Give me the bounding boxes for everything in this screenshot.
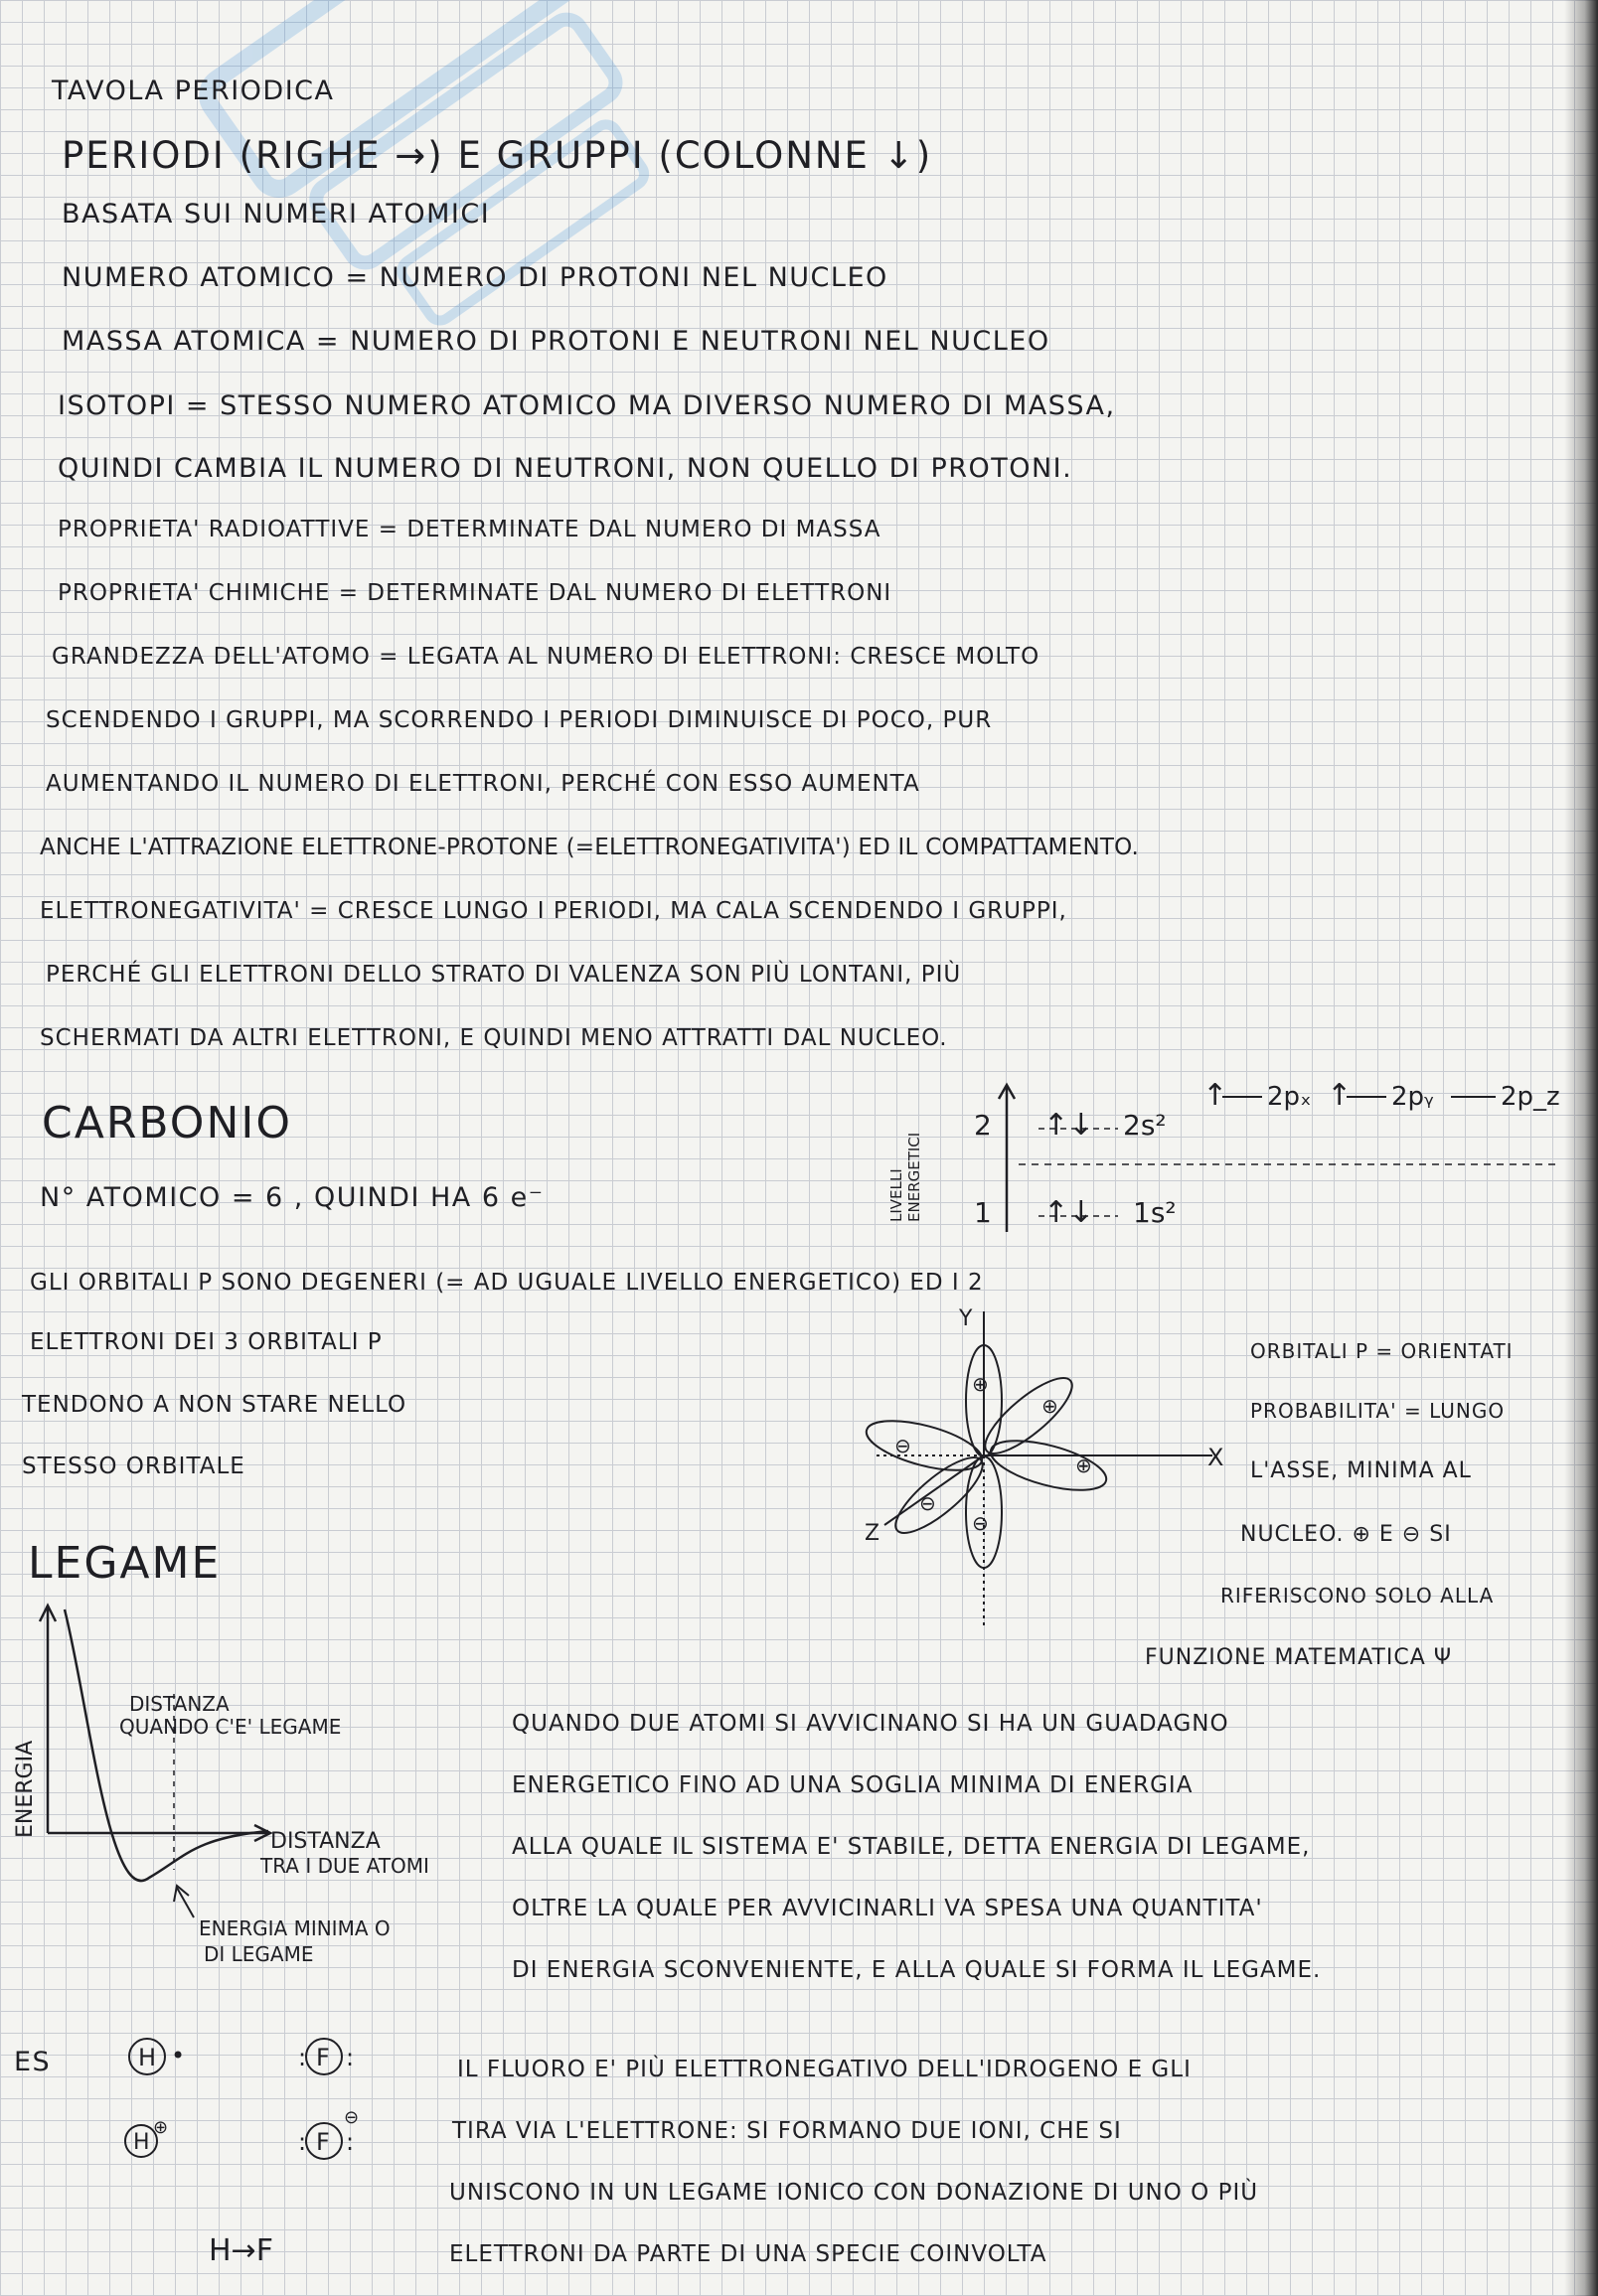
- hydrogen-symbol: H: [138, 2044, 157, 2071]
- ion-example-drawing: [119, 2022, 378, 2290]
- graph-xlabel-2: TRA I DUE ATOMI: [260, 1854, 429, 1878]
- energy-level-diagram: [889, 1073, 1575, 1247]
- carbonio-title: CARBONIO: [42, 1098, 292, 1148]
- legame-line-5: DI ENERGIA SCONVENIENTE, E ALLA QUALE SI FORMA IL LEGAME.: [512, 1957, 1322, 1983]
- sign-minus-lower: ⊖: [919, 1491, 936, 1515]
- paired-arrows-2s: ↑↓: [1043, 1108, 1094, 1143]
- sign-plus-top: ⊕: [972, 1372, 989, 1396]
- hydrogen-electron-dot: •: [171, 2042, 186, 2069]
- fluorine-symbol: F: [316, 2044, 330, 2071]
- potential-energy-curve: [65, 1609, 268, 1881]
- example-line-1: IL FLUORO E' PIÙ ELETTRONEGATIVO DELL'IDROGENO E GLI: [457, 2057, 1192, 2082]
- note-line-11: AUMENTANDO IL NUMERO DI ELETTRONI, PERCHÉ CON ESSO AUMENTA: [46, 771, 920, 797]
- orbital-2pz-label: 2p_z: [1501, 1082, 1560, 1112]
- level-2-label: 2: [974, 1109, 992, 1142]
- graph-xlabel-1: DISTANZA: [270, 1829, 381, 1854]
- energy-axis-label-1: LIVELLI: [887, 1168, 905, 1222]
- orbital-2py-label: 2pᵧ: [1391, 1082, 1434, 1112]
- px-lobe-right: [986, 1431, 1111, 1500]
- min-energy-label-2: DI LEGAME: [204, 1942, 314, 1966]
- min-energy-label-1: ENERGIA MINIMA O: [199, 1916, 391, 1940]
- bond-energy-graph: [0, 1590, 497, 1987]
- note-line-1: PERIODI (RIGHE →) E GRUPPI (COLONNE ↓): [62, 134, 933, 177]
- carbonio-atomic-number: N° ATOMICO = 6 , QUINDI HA 6 e⁻: [40, 1182, 545, 1213]
- note-line-8: PROPRIETA' CHIMICHE = DETERMINATE DAL NUMERO DI ELETTRONI: [58, 580, 892, 606]
- up-arrow-2px: ↑: [1202, 1078, 1228, 1113]
- legame-line-3: ALLA QUALE IL SISTEMA E' STABILE, DETTA ENERGIA DI LEGAME,: [512, 1834, 1311, 1860]
- paired-arrows-1s: ↑↓: [1043, 1195, 1094, 1230]
- y-axis-label: Y: [959, 1306, 973, 1331]
- z-axis-label: Z: [865, 1521, 880, 1546]
- fluorine-electrons-right: :: [346, 2044, 355, 2071]
- note-line-3: NUMERO ATOMICO = NUMERO DI PROTONI NEL NUCLEO: [62, 262, 888, 293]
- sign-plus-upper: ⊕: [1041, 1394, 1058, 1418]
- orbital-2px-label: 2pₓ: [1267, 1082, 1312, 1112]
- orbitali-note-3: L'ASSE, MINIMA AL: [1250, 1458, 1472, 1483]
- hydrogen-ion-symbol: H: [133, 2130, 150, 2155]
- fluoride-ion-charge: ⊖: [344, 2107, 360, 2128]
- legame-line-2: ENERGETICO FINO AD UNA SOGLIA MINIMA DI ENERGIA: [512, 1772, 1194, 1798]
- fluoride-ion-symbol: F: [316, 2128, 330, 2156]
- orbital-2s-label: 2s²: [1123, 1109, 1167, 1142]
- orbitali-note-5: RIFERISCONO SOLO ALLA: [1220, 1584, 1495, 1607]
- up-arrow-2py: ↑: [1327, 1078, 1353, 1113]
- orbital-1s-label: 1s²: [1133, 1196, 1177, 1229]
- orbitali-line-3: TENDONO A NON STARE NELLO: [22, 1392, 407, 1418]
- fluoride-electrons-left: :: [298, 2128, 307, 2156]
- energy-axis-label-2: ENERGETICI: [905, 1132, 923, 1222]
- example-line-4: ELETTRONI DA PARTE DI UNA SPECIE COINVOLTA: [449, 2241, 1047, 2267]
- example-line-3: UNISCONO IN UN LEGAME IONICO CON DONAZIONE DI UNO O PIÙ: [449, 2180, 1259, 2206]
- fluoride-electrons-right: :: [346, 2128, 355, 2156]
- orbitali-note-4: NUCLEO. ⊕ E ⊖ SI: [1240, 1522, 1452, 1547]
- orbitali-line-2: ELETTRONI DEI 3 ORBITALI P: [30, 1329, 383, 1355]
- note-line-5: ISOTOPI = STESSO NUMERO ATOMICO MA DIVERSO NUMERO DI MASSA,: [58, 390, 1116, 421]
- page-title: TAVOLA PERIODICA: [52, 76, 335, 106]
- note-line-10: SCENDENDO I GRUPPI, MA SCORRENDO I PERIODI DIMINUISCE DI POCO, PUR: [46, 707, 993, 733]
- note-line-9: GRANDEZZA DELL'ATOMO = LEGATA AL NUMERO DI ELETTRONI: CRESCE MOLTO: [52, 644, 1040, 670]
- sign-plus-right: ⊕: [1075, 1454, 1092, 1477]
- graph-ylabel: ENERGIA: [13, 1740, 38, 1838]
- legame-title: LEGAME: [28, 1538, 222, 1589]
- note-line-12: ANCHE L'ATTRAZIONE ELETTRONE-PROTONE (=ELETTRONEGATIVITA') ED IL COMPATTAMENTO.: [40, 835, 1139, 860]
- sign-minus-left: ⊖: [894, 1434, 911, 1457]
- hydrogen-ion-charge: ⊕: [153, 2117, 169, 2138]
- orbitali-line-1: GLI ORBITALI P SONO DEGENERI (= AD UGUALE LIVELLO ENERGETICO) ED I 2: [30, 1270, 984, 1296]
- note-line-4: MASSA ATOMICA = NUMERO DI PROTONI E NEUTRONI NEL NUCLEO: [62, 326, 1050, 357]
- note-line-13: ELETTRONEGATIVITA' = CRESCE LUNGO I PERIODI, MA CALA SCENDENDO I GRUPPI,: [40, 898, 1067, 924]
- note-line-6: QUINDI CAMBIA IL NUMERO DI NEUTRONI, NON QUELLO DI PROTONI.: [58, 453, 1073, 484]
- orbitali-note-1: ORBITALI P = ORIENTATI: [1250, 1339, 1514, 1363]
- bond-distance-label-2: QUANDO C'E' LEGAME: [119, 1715, 342, 1739]
- level-1-label: 1: [974, 1196, 992, 1229]
- x-axis-label: X: [1207, 1444, 1224, 1471]
- example-line-2: TIRA VIA L'ELETTRONE: SI FORMANO DUE IONI, CHE SI: [452, 2118, 1122, 2144]
- orbitali-note-2: PROBABILITA' = LUNGO: [1250, 1399, 1506, 1423]
- note-line-15: SCHERMATI DA ALTRI ELETTRONI, E QUINDI MENO ATTRATTI DAL NUCLEO.: [40, 1025, 948, 1051]
- sign-minus-bottom: ⊖: [972, 1511, 989, 1535]
- legame-line-4: OLTRE LA QUALE PER AVVICINARLI VA SPESA UNA QUANTITA': [512, 1896, 1263, 1921]
- example-label: ES: [14, 2047, 52, 2077]
- p-orbitals-drawing: [865, 1301, 1222, 1639]
- orbitali-line-4: STESSO ORBITALE: [22, 1454, 245, 1479]
- note-line-2: BASATA SUI NUMERI ATOMICI: [62, 199, 491, 230]
- fluorine-electrons-left: :: [298, 2044, 307, 2071]
- legame-line-1: QUANDO DUE ATOMI SI AVVICINANO SI HA UN GUADAGNO: [512, 1711, 1229, 1737]
- reaction-label: H→F: [209, 2233, 273, 2268]
- note-line-14: PERCHÉ GLI ELETTRONI DELLO STRATO DI VALENZA SON PIÙ LONTANI, PIÙ: [46, 962, 962, 988]
- bond-distance-label-1: DISTANZA: [129, 1692, 230, 1716]
- orbitali-note-6: FUNZIONE MATEMATICA Ψ: [1145, 1645, 1453, 1670]
- note-line-7: PROPRIETA' RADIOATTIVE = DETERMINATE DAL NUMERO DI MASSA: [58, 517, 881, 542]
